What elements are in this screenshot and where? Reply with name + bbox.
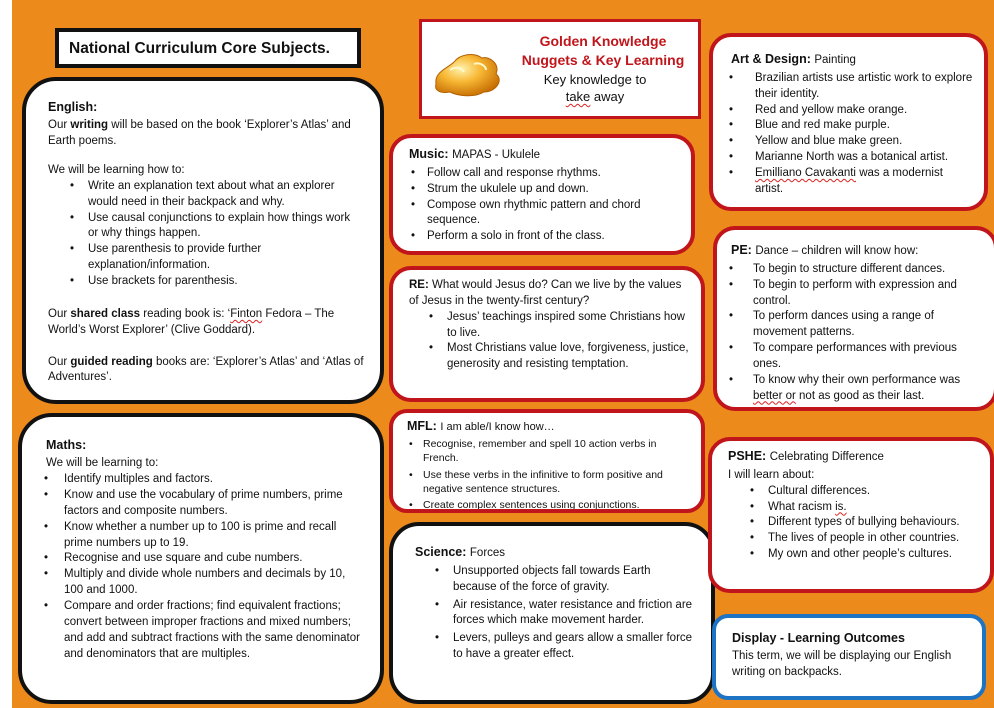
list-item: • Recognise, remember and spell 10 action verbs in French. xyxy=(407,437,691,465)
list-item: • Levers, pulleys and gears allow a smaller force to have a greater effect. xyxy=(413,631,697,663)
pshe-intro: I will learn about: xyxy=(728,468,815,481)
pshe-list xyxy=(728,484,980,563)
pshe-panel xyxy=(708,437,994,593)
header-line-3: Key knowledge to xyxy=(543,72,647,87)
list-item: • Unsupported objects fall towards Earth because of the force of gravity. xyxy=(413,564,697,596)
list-item: • Emilliano Cavakanti was a modernist artist. xyxy=(727,166,974,198)
list-item: • To begin to perform with expression and control. xyxy=(727,278,984,310)
list-item: • Use these verbs in the infinitive to form positive and negative sentence structures. xyxy=(407,468,691,496)
page-title-box xyxy=(55,28,361,68)
english-panel xyxy=(22,77,384,404)
re-list xyxy=(407,310,691,373)
english-list xyxy=(48,179,366,290)
header-line-4b: away xyxy=(593,88,625,104)
pshe-heading: PSHE: Celebrating Difference xyxy=(728,449,884,463)
list-item: • Jesus’ teachings inspired some Christians how to live. xyxy=(407,310,691,342)
list-item: • Use brackets for parenthesis. xyxy=(48,274,358,290)
display-text: This term, we will be displaying our English writing on backpacks. xyxy=(732,650,952,679)
pe-panel xyxy=(713,226,994,411)
science-heading: Science: Forces xyxy=(415,545,506,559)
list-item: • Perform a solo in front of the class. xyxy=(409,229,681,245)
list-item: • Know and use the vocabulary of prime numbers, prime factors and composite numbers. xyxy=(42,488,364,520)
list-item: • Blue and red make purple. xyxy=(727,118,974,134)
list-item: • The lives of people in other countries. xyxy=(728,531,980,547)
list-item: • Most Christians value love, forgiveness, justice, generosity and resisting temptation. xyxy=(407,341,691,373)
header-line-4a: take xyxy=(565,88,591,104)
list-item: • To compare performances with previous ones. xyxy=(727,341,984,373)
list-item: • Brazilian artists use artistic work to explore their identity. xyxy=(727,71,974,103)
maths-intro: We will be learning to: xyxy=(46,457,159,470)
art-design-panel xyxy=(709,33,988,211)
list-item: • Compose own rhythmic pattern and chord sequence. xyxy=(409,198,681,230)
list-item: • Multiply and divide whole numbers and decimals by 10, 100 and 1000. xyxy=(42,567,364,599)
list-item: • Red and yellow make orange. xyxy=(727,103,974,119)
mfl-list xyxy=(407,437,691,512)
science-panel xyxy=(389,522,715,704)
list-item: • Different types of bullying behaviours. xyxy=(728,515,980,531)
pe-list xyxy=(727,262,984,405)
art-heading: Art & Design: Painting xyxy=(731,52,856,66)
list-item: • Use parenthesis to provide further explanation/information. xyxy=(48,242,358,274)
music-panel xyxy=(389,134,695,255)
list-item: • Cultural differences. xyxy=(728,484,980,500)
english-learning-intro: We will be learning how to: xyxy=(48,163,185,176)
list-item: • Follow call and response rhythms. xyxy=(409,166,681,182)
mfl-panel xyxy=(389,409,705,513)
music-heading: Music: MAPAS - Ukulele xyxy=(409,147,541,161)
list-item: • Write an explanation text about what an explorer would need in their backpack and why. xyxy=(48,179,358,211)
list-item: • Identify multiples and factors. xyxy=(42,472,364,488)
english-writing-text: Our writing will be based on the book ‘Explorer’s Atlas’ and Earth poems. xyxy=(48,119,351,148)
english-shared-class: Our shared class reading book is: ‘Finton Fedora – The World’s Worst Explorer’ (Clive Goddard). xyxy=(48,307,335,336)
list-item: • To perform dances using a range of movement patterns. xyxy=(727,309,984,341)
list-item: • Know whether a number up to 100 is prime and recall prime numbers up to 19. xyxy=(42,520,364,552)
page-title: National Curriculum Core Subjects. xyxy=(69,40,330,57)
display-panel xyxy=(712,614,986,700)
list-item: • To know why their own performance was better or not as good as their last. xyxy=(727,373,984,405)
gold-nugget-icon xyxy=(430,46,506,102)
re-heading: RE: What would Jesus do? Can we live by the values of Jesus in the twenty-first century? xyxy=(409,279,682,307)
list-item: • Recognise and use square and cube numbers. xyxy=(42,551,364,567)
pe-heading: PE: Dance – children will know how: xyxy=(731,243,919,257)
list-item: • Use causal conjunctions to explain how things work or why things happen. xyxy=(48,211,358,243)
list-item: • Marianne North was a botanical artist. xyxy=(727,150,974,166)
header-line-1: Golden Knowledge xyxy=(539,33,667,49)
list-item: • Create complex sentences using conjunctions. xyxy=(407,498,691,512)
english-guided-reading: Our guided reading books are: ‘Explorer’s Atlas’ and ‘Atlas of Adventures’. xyxy=(48,355,364,384)
list-item: • Yellow and blue make green. xyxy=(727,134,974,150)
re-panel xyxy=(389,266,705,402)
maths-heading: Maths: xyxy=(46,438,87,452)
mfl-heading: MFL: I am able/I know how… xyxy=(407,419,555,433)
page-background xyxy=(12,0,994,708)
list-item: • Strum the ukulele up and down. xyxy=(409,182,681,198)
golden-knowledge-header xyxy=(419,19,701,119)
list-item: • Compare and order fractions; find equivalent fractions; convert between improper fractions and mixed numbers; and add and subtract fractions with the same denominator and denominators that are multiples. xyxy=(42,599,364,662)
list-item: • What racism is. xyxy=(728,500,980,516)
header-line-2: Nuggets & Key Learning xyxy=(521,52,685,69)
list-item: • My own and other people’s cultures. xyxy=(728,547,980,563)
music-list xyxy=(409,166,681,245)
display-heading: Display - Learning Outcomes xyxy=(732,631,905,645)
art-list xyxy=(727,71,974,198)
list-item: • Air resistance, water resistance and friction are forces which make movement harder. xyxy=(413,598,697,630)
maths-panel xyxy=(18,413,384,704)
science-list xyxy=(413,564,697,663)
list-item: • To begin to structure different dances. xyxy=(727,262,984,278)
maths-list xyxy=(42,472,364,662)
english-heading: English: xyxy=(48,100,98,114)
